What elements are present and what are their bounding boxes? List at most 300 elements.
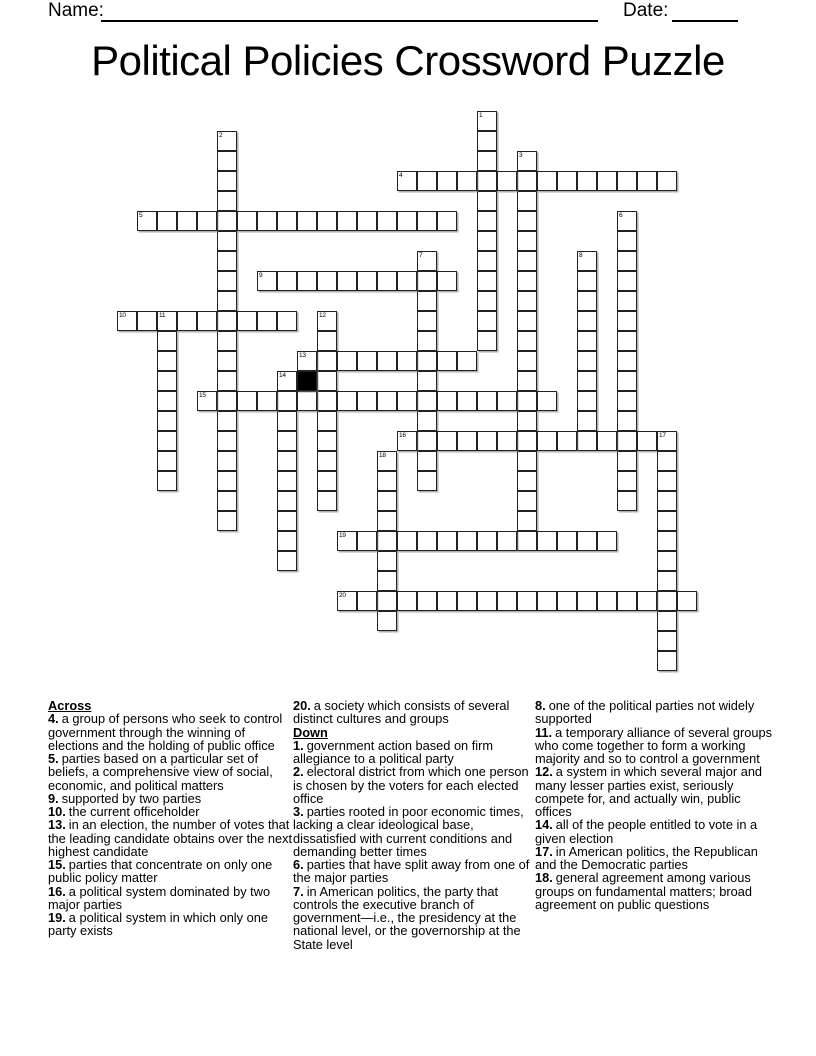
clue-number: 1. bbox=[293, 737, 304, 753]
grid-cell[interactable] bbox=[517, 511, 537, 531]
cell-number: 1 bbox=[479, 112, 483, 119]
cell-number: 13 bbox=[299, 352, 306, 359]
grid-cell[interactable] bbox=[517, 311, 537, 331]
grid-cell[interactable] bbox=[657, 611, 677, 631]
grid-cell[interactable] bbox=[377, 611, 397, 631]
grid-cell[interactable] bbox=[217, 231, 237, 251]
down-heading: Down bbox=[293, 724, 328, 740]
grid-cell[interactable] bbox=[597, 591, 617, 611]
grid-cell[interactable] bbox=[157, 411, 177, 431]
cell-number: 19 bbox=[339, 532, 346, 539]
grid-cell[interactable] bbox=[257, 271, 277, 291]
grid-cell[interactable] bbox=[317, 311, 337, 331]
grid-cell[interactable] bbox=[517, 211, 537, 231]
grid-cell[interactable] bbox=[317, 491, 337, 511]
grid-cell[interactable] bbox=[217, 391, 237, 411]
grid-cell[interactable] bbox=[477, 111, 497, 131]
grid-cell[interactable] bbox=[437, 531, 457, 551]
grid-cell[interactable] bbox=[357, 531, 377, 551]
grid-cell[interactable] bbox=[517, 291, 537, 311]
clue-8-down bbox=[535, 699, 775, 726]
grid-cell[interactable] bbox=[377, 591, 397, 611]
grid-cell[interactable] bbox=[397, 351, 417, 371]
grid-cell[interactable] bbox=[617, 591, 637, 611]
clue-number: 10. bbox=[48, 804, 66, 819]
grid-cell[interactable] bbox=[377, 211, 397, 231]
grid-cell[interactable] bbox=[517, 171, 537, 191]
grid-cell[interactable] bbox=[477, 211, 497, 231]
clue-text: in American politics, the Republican and the Democratic parties bbox=[535, 843, 758, 872]
grid-cell[interactable] bbox=[657, 551, 677, 571]
grid-cell[interactable] bbox=[157, 371, 177, 391]
clue-number: 20. bbox=[293, 698, 311, 713]
grid-cell[interactable] bbox=[397, 271, 417, 291]
grid-cell[interactable] bbox=[577, 591, 597, 611]
grid-cell[interactable] bbox=[457, 591, 477, 611]
grid-cell[interactable] bbox=[517, 251, 537, 271]
clue-text: in American politics, the party that controls the executive branch of government—i.e., the presidency at the national level, or the governorship at the State level bbox=[293, 883, 521, 952]
grid-cell[interactable] bbox=[357, 591, 377, 611]
grid-cell[interactable] bbox=[617, 331, 637, 351]
grid-cell[interactable] bbox=[217, 331, 237, 351]
grid-cell[interactable] bbox=[617, 251, 637, 271]
grid-cell[interactable] bbox=[337, 271, 357, 291]
grid-cell[interactable] bbox=[417, 211, 437, 231]
grid-cell[interactable] bbox=[617, 491, 637, 511]
cell-number: 9 bbox=[259, 272, 263, 279]
clue-text: a temporary alliance of several groups who come together to form a working majority and so to control a government bbox=[535, 724, 773, 766]
grid-cell[interactable] bbox=[497, 591, 517, 611]
grid-cell[interactable] bbox=[477, 531, 497, 551]
across-heading: Across bbox=[48, 698, 92, 713]
grid-cell[interactable] bbox=[277, 491, 297, 511]
grid-cell[interactable] bbox=[277, 391, 297, 411]
grid-cell[interactable] bbox=[517, 491, 537, 511]
clue-text: a society which consists of several distinct cultures and groups bbox=[293, 698, 510, 727]
grid-cell[interactable] bbox=[517, 271, 537, 291]
clues-column-left bbox=[48, 699, 294, 938]
grid-cell[interactable] bbox=[217, 371, 237, 391]
grid-cell[interactable] bbox=[417, 451, 437, 471]
clue-12-down bbox=[535, 765, 775, 818]
grid-cell[interactable] bbox=[477, 171, 497, 191]
grid-cell[interactable] bbox=[517, 471, 537, 491]
grid-cell[interactable] bbox=[377, 551, 397, 571]
grid-cell[interactable] bbox=[457, 431, 477, 451]
clue-number: 19. bbox=[48, 910, 66, 925]
grid-cell[interactable] bbox=[377, 451, 397, 471]
grid-cell[interactable] bbox=[397, 211, 417, 231]
clue-number: 7. bbox=[293, 883, 304, 899]
grid-cell[interactable] bbox=[657, 511, 677, 531]
grid-cell[interactable] bbox=[617, 411, 637, 431]
grid-cell[interactable] bbox=[577, 411, 597, 431]
grid-cell[interactable] bbox=[277, 471, 297, 491]
grid-cell[interactable] bbox=[397, 431, 417, 451]
grid-cell[interactable] bbox=[177, 311, 197, 331]
clue-number: 18. bbox=[535, 870, 553, 886]
grid-cell[interactable] bbox=[657, 631, 677, 651]
grid-cell[interactable] bbox=[217, 311, 237, 331]
grid-cell[interactable] bbox=[517, 431, 537, 451]
grid-cell[interactable] bbox=[617, 171, 637, 191]
grid-cell[interactable] bbox=[417, 271, 437, 291]
grid-cell[interactable] bbox=[537, 171, 557, 191]
grid-cell[interactable] bbox=[377, 351, 397, 371]
grid-cell[interactable] bbox=[477, 431, 497, 451]
grid-cell[interactable] bbox=[317, 431, 337, 451]
grid-cell[interactable] bbox=[277, 431, 297, 451]
grid-cell[interactable] bbox=[417, 411, 437, 431]
grid-cell[interactable] bbox=[517, 231, 537, 251]
grid-cell[interactable] bbox=[317, 451, 337, 471]
grid-cell[interactable] bbox=[477, 331, 497, 351]
grid-cell[interactable] bbox=[577, 311, 597, 331]
grid-cell[interactable] bbox=[217, 291, 237, 311]
grid-cell[interactable] bbox=[357, 271, 377, 291]
cell-number: 2 bbox=[219, 132, 223, 139]
grid-cell[interactable] bbox=[517, 411, 537, 431]
clue-14-down bbox=[535, 818, 775, 845]
grid-cell[interactable] bbox=[577, 251, 597, 271]
grid-cell[interactable] bbox=[657, 451, 677, 471]
grid-cell[interactable] bbox=[517, 391, 537, 411]
grid-cell[interactable] bbox=[657, 651, 677, 671]
grid-cell[interactable] bbox=[217, 171, 237, 191]
grid-cell[interactable] bbox=[657, 171, 677, 191]
grid-cell[interactable] bbox=[577, 391, 597, 411]
grid-cell[interactable] bbox=[157, 391, 177, 411]
grid-cell[interactable] bbox=[377, 531, 397, 551]
grid-cell[interactable] bbox=[217, 131, 237, 151]
grid-cell[interactable] bbox=[537, 431, 557, 451]
grid-cell[interactable] bbox=[397, 591, 417, 611]
grid-cell[interactable] bbox=[257, 311, 277, 331]
grid-cell[interactable] bbox=[397, 171, 417, 191]
grid-cell[interactable] bbox=[457, 351, 477, 371]
grid-cell[interactable] bbox=[517, 351, 537, 371]
grid-cell[interactable] bbox=[417, 431, 437, 451]
grid-cell[interactable] bbox=[217, 511, 237, 531]
grid-cell[interactable] bbox=[437, 271, 457, 291]
grid-cell[interactable] bbox=[237, 391, 257, 411]
grid-cell[interactable] bbox=[277, 411, 297, 431]
grid-cell[interactable] bbox=[277, 551, 297, 571]
grid-cell[interactable] bbox=[437, 211, 457, 231]
grid-cell[interactable] bbox=[217, 191, 237, 211]
grid-cell[interactable] bbox=[577, 431, 597, 451]
grid-cell[interactable] bbox=[357, 211, 377, 231]
clue-20-across bbox=[293, 699, 537, 726]
grid-cell[interactable] bbox=[417, 471, 437, 491]
grid-cell[interactable] bbox=[637, 431, 657, 451]
grid-cell[interactable] bbox=[517, 191, 537, 211]
grid-cell[interactable] bbox=[537, 591, 557, 611]
grid-cell[interactable] bbox=[377, 391, 397, 411]
clue-1-down bbox=[293, 739, 537, 766]
grid-cell[interactable] bbox=[617, 211, 637, 231]
grid-cell[interactable] bbox=[557, 431, 577, 451]
grid-cell[interactable] bbox=[357, 351, 377, 371]
name-label: Name: bbox=[48, 0, 104, 21]
blocked-cell bbox=[297, 371, 317, 391]
grid-cell[interactable] bbox=[477, 591, 497, 611]
cell-number: 15 bbox=[199, 392, 206, 399]
grid-cell[interactable] bbox=[157, 451, 177, 471]
grid-cell[interactable] bbox=[237, 311, 257, 331]
grid-cell[interactable] bbox=[557, 171, 577, 191]
grid-cell[interactable] bbox=[157, 431, 177, 451]
grid-cell[interactable] bbox=[597, 171, 617, 191]
grid-cell[interactable] bbox=[157, 471, 177, 491]
grid-cell[interactable] bbox=[217, 351, 237, 371]
clue-text: a political system dominated by two major parties bbox=[48, 883, 271, 912]
grid-cell[interactable] bbox=[617, 431, 637, 451]
clue-number: 17. bbox=[535, 843, 553, 859]
grid-cell[interactable] bbox=[137, 311, 157, 331]
clue-text: parties that have split away from one of the major parties bbox=[293, 857, 530, 886]
grid-cell[interactable] bbox=[617, 291, 637, 311]
grid-cell[interactable] bbox=[617, 231, 637, 251]
grid-cell[interactable] bbox=[317, 211, 337, 231]
grid-cell[interactable] bbox=[677, 591, 697, 611]
grid-cell[interactable] bbox=[217, 431, 237, 451]
grid-cell[interactable] bbox=[277, 371, 297, 391]
grid-cell[interactable] bbox=[397, 391, 417, 411]
grid-cell[interactable] bbox=[417, 251, 437, 271]
clue-17-down bbox=[535, 845, 775, 872]
grid-cell[interactable] bbox=[317, 331, 337, 351]
grid-cell[interactable] bbox=[337, 531, 357, 551]
grid-cell[interactable] bbox=[317, 411, 337, 431]
grid-cell[interactable] bbox=[477, 291, 497, 311]
grid-cell[interactable] bbox=[657, 571, 677, 591]
grid-cell[interactable] bbox=[157, 211, 177, 231]
clue-4-across bbox=[48, 712, 294, 752]
grid-cell[interactable] bbox=[157, 311, 177, 331]
grid-cell[interactable] bbox=[497, 431, 517, 451]
grid-cell[interactable] bbox=[657, 531, 677, 551]
grid-cell[interactable] bbox=[277, 271, 297, 291]
grid-cell[interactable] bbox=[657, 431, 677, 451]
grid-cell[interactable] bbox=[417, 311, 437, 331]
grid-cell[interactable] bbox=[437, 431, 457, 451]
grid-cell[interactable] bbox=[157, 351, 177, 371]
grid-cell[interactable] bbox=[577, 271, 597, 291]
grid-cell[interactable] bbox=[517, 151, 537, 171]
grid-cell[interactable] bbox=[277, 211, 297, 231]
grid-cell[interactable] bbox=[477, 151, 497, 171]
grid-cell[interactable] bbox=[297, 391, 317, 411]
grid-cell[interactable] bbox=[497, 391, 517, 411]
clue-5-across bbox=[48, 752, 294, 792]
clue-text: parties that concentrate on only one public policy matter bbox=[48, 857, 273, 886]
grid-cell[interactable] bbox=[197, 211, 217, 231]
grid-cell[interactable] bbox=[217, 151, 237, 171]
grid-cell[interactable] bbox=[317, 391, 337, 411]
grid-cell[interactable] bbox=[217, 251, 237, 271]
grid-cell[interactable] bbox=[517, 531, 537, 551]
clue-number: 14. bbox=[535, 817, 553, 833]
grid-cell[interactable] bbox=[517, 451, 537, 471]
grid-cell[interactable] bbox=[337, 591, 357, 611]
grid-cell[interactable] bbox=[497, 531, 517, 551]
grid-cell[interactable] bbox=[317, 371, 337, 391]
clue-11-down bbox=[535, 726, 775, 766]
clue-number: 11. bbox=[535, 724, 553, 740]
clue-text: parties rooted in poor economic times, lacking a clear ideological base, dissatisfied with current conditions and demanding better times bbox=[293, 804, 524, 859]
grid-cell[interactable] bbox=[277, 311, 297, 331]
grid-cell[interactable] bbox=[477, 271, 497, 291]
cell-number: 3 bbox=[519, 152, 523, 159]
grid-cell[interactable] bbox=[477, 311, 497, 331]
grid-cell[interactable] bbox=[337, 351, 357, 371]
clue-9-across bbox=[48, 792, 294, 805]
grid-cell[interactable] bbox=[217, 471, 237, 491]
grid-cell[interactable] bbox=[417, 331, 437, 351]
grid-cell[interactable] bbox=[277, 451, 297, 471]
grid-cell[interactable] bbox=[377, 511, 397, 531]
grid-cell[interactable] bbox=[477, 131, 497, 151]
grid-cell[interactable] bbox=[617, 391, 637, 411]
clue-text: a group of persons who seek to control government through the winning of elections and the holding of public office bbox=[48, 711, 283, 753]
grid-cell[interactable] bbox=[297, 351, 317, 371]
clue-2-down bbox=[293, 765, 537, 805]
grid-cell[interactable] bbox=[377, 491, 397, 511]
clue-number: 12. bbox=[535, 764, 553, 780]
cell-number: 12 bbox=[319, 312, 326, 319]
grid-cell[interactable] bbox=[457, 531, 477, 551]
clue-text: a system in which several major and many lesser parties exist, seriously compete for, and actually win, public offices bbox=[535, 764, 763, 819]
grid-cell[interactable] bbox=[597, 531, 617, 551]
clue-19-across bbox=[48, 911, 294, 938]
clue-number: 6. bbox=[293, 857, 304, 872]
grid-cell[interactable] bbox=[477, 251, 497, 271]
grid-cell[interactable] bbox=[537, 391, 557, 411]
grid-cell[interactable] bbox=[217, 271, 237, 291]
grid-cell[interactable] bbox=[617, 351, 637, 371]
grid-cell[interactable] bbox=[657, 491, 677, 511]
grid-cell[interactable] bbox=[417, 171, 437, 191]
cell-number: 8 bbox=[579, 252, 583, 259]
grid-cell[interactable] bbox=[437, 391, 457, 411]
cell-number: 18 bbox=[379, 452, 386, 459]
grid-cell[interactable] bbox=[417, 391, 437, 411]
grid-cell[interactable] bbox=[257, 391, 277, 411]
grid-cell[interactable] bbox=[297, 271, 317, 291]
name-write-line[interactable] bbox=[101, 0, 598, 22]
grid-cell[interactable] bbox=[577, 291, 597, 311]
grid-cell[interactable] bbox=[617, 371, 637, 391]
grid-cell[interactable] bbox=[657, 591, 677, 611]
grid-cell[interactable] bbox=[437, 351, 457, 371]
grid-cell[interactable] bbox=[257, 211, 277, 231]
grid-cell[interactable] bbox=[577, 351, 597, 371]
grid-cell[interactable] bbox=[237, 211, 257, 231]
grid-cell[interactable] bbox=[437, 171, 457, 191]
clue-text: supported by two parties bbox=[61, 790, 202, 806]
cell-number: 10 bbox=[119, 312, 126, 319]
clue-3-down bbox=[293, 805, 537, 858]
cell-number: 11 bbox=[159, 312, 166, 319]
grid-cell[interactable] bbox=[477, 391, 497, 411]
grid-cell[interactable] bbox=[377, 271, 397, 291]
grid-cell[interactable] bbox=[457, 171, 477, 191]
grid-cell[interactable] bbox=[577, 331, 597, 351]
grid-cell[interactable] bbox=[457, 391, 477, 411]
grid-cell[interactable] bbox=[397, 531, 417, 551]
grid-cell[interactable] bbox=[437, 591, 457, 611]
grid-cell[interactable] bbox=[617, 271, 637, 291]
grid-cell[interactable] bbox=[577, 531, 597, 551]
grid-cell[interactable] bbox=[597, 431, 617, 451]
grid-cell[interactable] bbox=[277, 511, 297, 531]
grid-cell[interactable] bbox=[337, 391, 357, 411]
grid-cell[interactable] bbox=[657, 471, 677, 491]
grid-cell[interactable] bbox=[617, 471, 637, 491]
grid-cell[interactable] bbox=[617, 311, 637, 331]
grid-cell[interactable] bbox=[417, 291, 437, 311]
grid-cell[interactable] bbox=[217, 491, 237, 511]
grid-cell[interactable] bbox=[377, 471, 397, 491]
date-write-line[interactable] bbox=[672, 0, 738, 22]
grid-cell[interactable] bbox=[497, 171, 517, 191]
grid-cell[interactable] bbox=[317, 351, 337, 371]
clue-18-down bbox=[535, 871, 775, 911]
clue-text: the current officeholder bbox=[68, 804, 200, 819]
grid-cell[interactable] bbox=[377, 571, 397, 591]
grid-cell[interactable] bbox=[337, 211, 357, 231]
grid-cell[interactable] bbox=[477, 231, 497, 251]
grid-cell[interactable] bbox=[417, 531, 437, 551]
clue-15-across bbox=[48, 858, 294, 885]
grid-cell[interactable] bbox=[617, 451, 637, 471]
grid-cell[interactable] bbox=[217, 211, 237, 231]
grid-cell[interactable] bbox=[557, 591, 577, 611]
grid-cell[interactable] bbox=[197, 311, 217, 331]
grid-cell[interactable] bbox=[577, 371, 597, 391]
grid-cell[interactable] bbox=[637, 171, 657, 191]
grid-cell[interactable] bbox=[577, 171, 597, 191]
grid-cell[interactable] bbox=[517, 371, 537, 391]
grid-cell[interactable] bbox=[317, 271, 337, 291]
grid-cell[interactable] bbox=[357, 391, 377, 411]
grid-cell[interactable] bbox=[217, 451, 237, 471]
date-label: Date: bbox=[623, 0, 669, 21]
grid-cell[interactable] bbox=[137, 211, 157, 231]
clues-column-middle bbox=[293, 699, 537, 951]
grid-cell[interactable] bbox=[217, 411, 237, 431]
grid-cell[interactable] bbox=[417, 591, 437, 611]
grid-cell[interactable] bbox=[537, 531, 557, 551]
grid-cell[interactable] bbox=[517, 331, 537, 351]
clue-number: 16. bbox=[48, 883, 66, 899]
grid-cell[interactable] bbox=[177, 211, 197, 231]
grid-cell[interactable] bbox=[477, 191, 497, 211]
grid-cell[interactable] bbox=[517, 591, 537, 611]
grid-cell[interactable] bbox=[637, 591, 657, 611]
grid-cell[interactable] bbox=[197, 391, 217, 411]
grid-cell[interactable] bbox=[117, 311, 137, 331]
grid-cell[interactable] bbox=[417, 351, 437, 371]
grid-cell[interactable] bbox=[557, 531, 577, 551]
grid-cell[interactable] bbox=[317, 471, 337, 491]
grid-cell[interactable] bbox=[277, 531, 297, 551]
grid-cell[interactable] bbox=[157, 331, 177, 351]
clue-6-down bbox=[293, 858, 537, 885]
grid-cell[interactable] bbox=[417, 371, 437, 391]
grid-cell[interactable] bbox=[297, 211, 317, 231]
